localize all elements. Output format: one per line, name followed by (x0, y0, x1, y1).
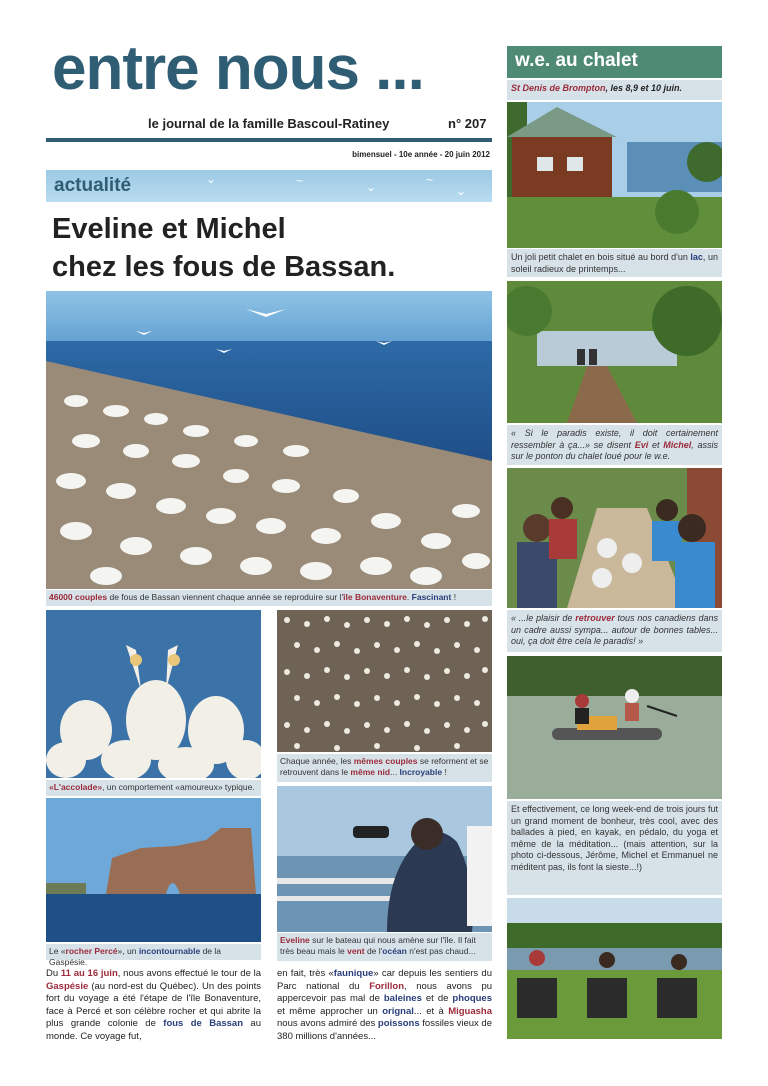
caption-main: 46000 couples de fous de Bassan viennent chaque année se reproduire sur l'île Bonaventure. Fascinant ! (46, 590, 492, 606)
sidebar-title: w.e. au chalet (515, 50, 638, 71)
sidebar-header (507, 46, 722, 78)
sidebar-caption-3: « ...le plaisir de retrouver tous nos canadiens dans un cadre aussi sympa... autour de bonnes tables... oui, ça doit être cela le paradis! » (507, 610, 722, 652)
photo-eveline-boat (277, 786, 492, 932)
photo-accolade (46, 610, 261, 778)
body-column-1: Du 11 au 16 juin, nous avons effectué le tour de la Gaspésie (au nord-est du Québec). Un des points fort du voyage a été l'étape de l'île Bonaventure, face à Percé et son célèbre rocher et qui abrite la plus grande colonie de fous de Bassan au monde. Ce voyage fut, (46, 968, 262, 1042)
photo-chalet (507, 102, 722, 248)
issue-number: n° 207 (448, 116, 487, 131)
dateline: bimensuel - 10e année - 20 juin 2012 (352, 150, 490, 159)
photo-siesta (507, 898, 722, 1039)
gull-icon: ⌄ (366, 180, 377, 194)
photo-dinner-table (507, 468, 722, 608)
gull-icon: ⌄ (456, 184, 467, 198)
sidebar-caption-4: Et effectivement, ce long week-end de trois jours fut un grand moment de bonheur, très cool, avec des ballades à pied, en kayak, en pédalo, du yoga et même de la méditation... (mais attention, sur la photo ci-dessous, Jérôme, Michel et Emmanuel ne méditent pas, ils font la sieste...!) (507, 801, 722, 895)
section-bar (46, 170, 492, 202)
caption-accolade: «L'accolade», un comportement «amoureux» typique. (46, 780, 261, 796)
masthead-title: entre nous ... (52, 34, 424, 103)
photo-nests (277, 610, 492, 752)
sidebar-caption-2: « Si le paradis existe, il doit certainement ressembler à ça...» se disent Evi et Michel, assis sur le ponton du chalet loué pour le w.e. (507, 425, 722, 465)
photo-ponton (507, 281, 722, 423)
masthead-rule (46, 138, 492, 142)
section-label: actualité (54, 175, 132, 196)
masthead-subtitle: le journal de la famille Bascoul-Ratiney (148, 116, 390, 131)
gull-icon: ~ (296, 174, 304, 188)
photo-gannet-colony (46, 291, 492, 589)
caption-boat: Eveline sur le bateau qui nous amène sur l'île. Il fait très beau mais le vent de l'océan n'est pas chaud... (277, 933, 492, 961)
gull-icon: ⌄ (206, 172, 217, 186)
headline (52, 210, 492, 286)
caption-perce: Le «rocher Percé», un incontournable de la Gaspésie. (46, 944, 261, 960)
photo-pedalo (507, 656, 722, 799)
sidebar-caption-1: Un joli petit chalet en bois situé au bord d'un lac, un soleil radieux de printemps... (507, 249, 722, 277)
gull-icon: ~ (426, 173, 434, 187)
body-column-2: en fait, très «faunique» car depuis les sentiers du Parc national du Forillon, nous avons pu appercevoir pas mal de baleines et de phoques et même approcher un orignal... et à Miguasha nous avons admiré des poissons fossiles vieux de 380 millions d'années... (277, 968, 493, 1042)
headline-line-2: chez les fous de Bassan. (52, 251, 396, 283)
photo-rocher-perce (46, 798, 261, 942)
caption-nests: Chaque année, les mêmes couples se reforment et se retrouvent dans le même nid... Incroyable ! (277, 754, 492, 782)
sidebar-subheader: St Denis de Brompton, les 8,9 et 10 juin. (507, 80, 722, 100)
headline-line-1: Eveline et Michel (52, 213, 286, 245)
